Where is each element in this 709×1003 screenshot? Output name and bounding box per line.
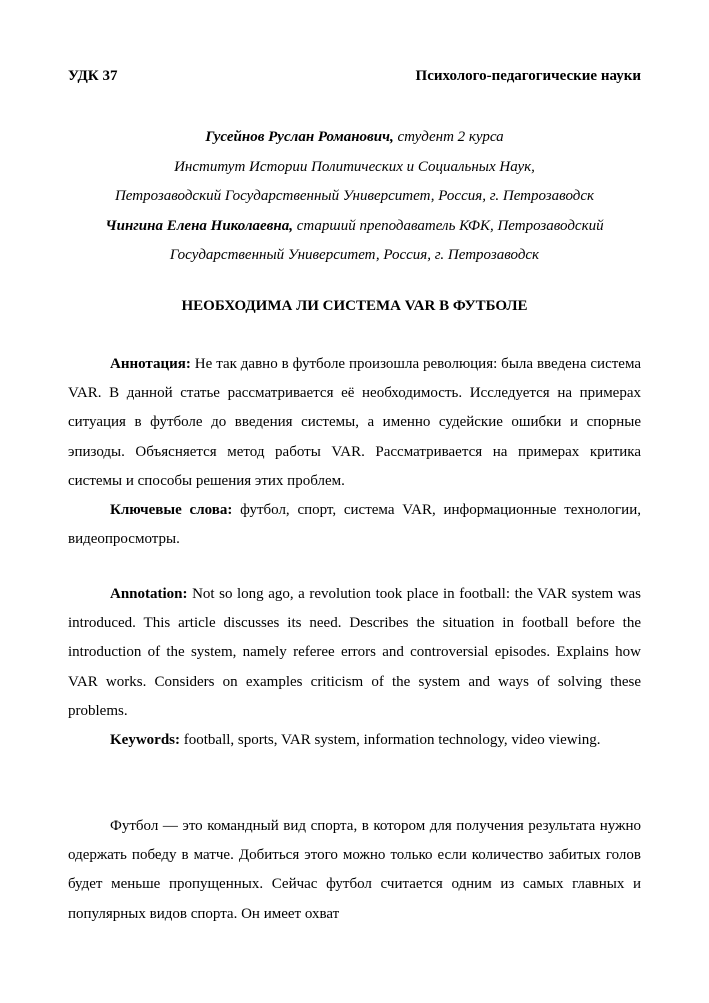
section-name: Психолого-педагогические науки: [415, 68, 641, 84]
abstract-ru-text: Не так давно в футболе произошла революция: была введена система VAR. В данной статье рассматривается её необходимость. Исследуется на примерах ситуация в футболе до введения системы, а именно судейские ошибки и спорные эпизоды. Объясняется метод работы VAR. Рассматривается на примерах критика системы и способы решения этих проблем.: [68, 356, 641, 489]
abstract-english: [68, 580, 641, 755]
author1-role: студент 2 курса: [393, 129, 504, 145]
abstract-ru-paragraph: [68, 350, 641, 496]
body-paragraph-1: Футбол — это командный вид спорта, в котором для получения результата нужно одержать победу в матче. Добиться этого можно только если количество забитых голов будет меньше пропущенных. Сейчас футбол считается одним из самых главных и популярных видов спорта. Он имеет охват: [68, 818, 641, 922]
author1-affiliation-1: Институт Истории Политических и Социальных Наук,: [174, 158, 535, 175]
keywords-ru-label: Ключевые слова:: [110, 502, 233, 519]
keywords-ru-text: футбол, спорт, система VAR, информационные технологии, видеопросмотры.: [68, 502, 641, 548]
abstract-en-label: Annotation:: [110, 586, 188, 602]
abstract-ru-label: Аннотация:: [110, 356, 191, 372]
body-text: [68, 812, 641, 929]
author2-role: старший преподаватель КФК, Петрозаводский: [292, 217, 604, 234]
author2-affiliation: Государственный Университет, Россия, г. Петрозаводск: [169, 247, 540, 263]
author1-line: [60, 123, 649, 153]
keywords-ru-paragraph: [68, 496, 641, 554]
paper-title: НЕОБХОДИМА ЛИ СИСТЕМА VAR В ФУТБОЛЕ: [181, 298, 528, 314]
keywords-en-text: football, sports, VAR system, information technology, video viewing.: [180, 732, 601, 749]
keywords-en-label: Keywords:: [110, 732, 180, 749]
abstract-en-paragraph: [68, 580, 641, 726]
authors-block: [60, 123, 649, 271]
author2-name: Чингина Елена Николаевна,: [105, 217, 293, 234]
author2-line: [60, 212, 649, 242]
abstract-en-text: Not so long ago, a revolution took place in football: the VAR system was introduced. This article discusses its need. Describes the situation in football before the introduction of the system, namely referee errors and controversial episodes. Explains how VAR works. Considers on examples criticism of the system and ways of solving these problems.: [68, 586, 641, 719]
author1-name: Гусейнов Руслан Романович,: [205, 129, 394, 145]
keywords-en-paragraph: [68, 726, 641, 755]
page-header: [68, 68, 641, 85]
udk-code: УДК 37: [68, 68, 118, 84]
author1-affiliation-2: Петрозаводский Государственный Университет, Россия, г. Петрозаводск: [114, 188, 595, 204]
abstract-russian: [68, 350, 641, 554]
